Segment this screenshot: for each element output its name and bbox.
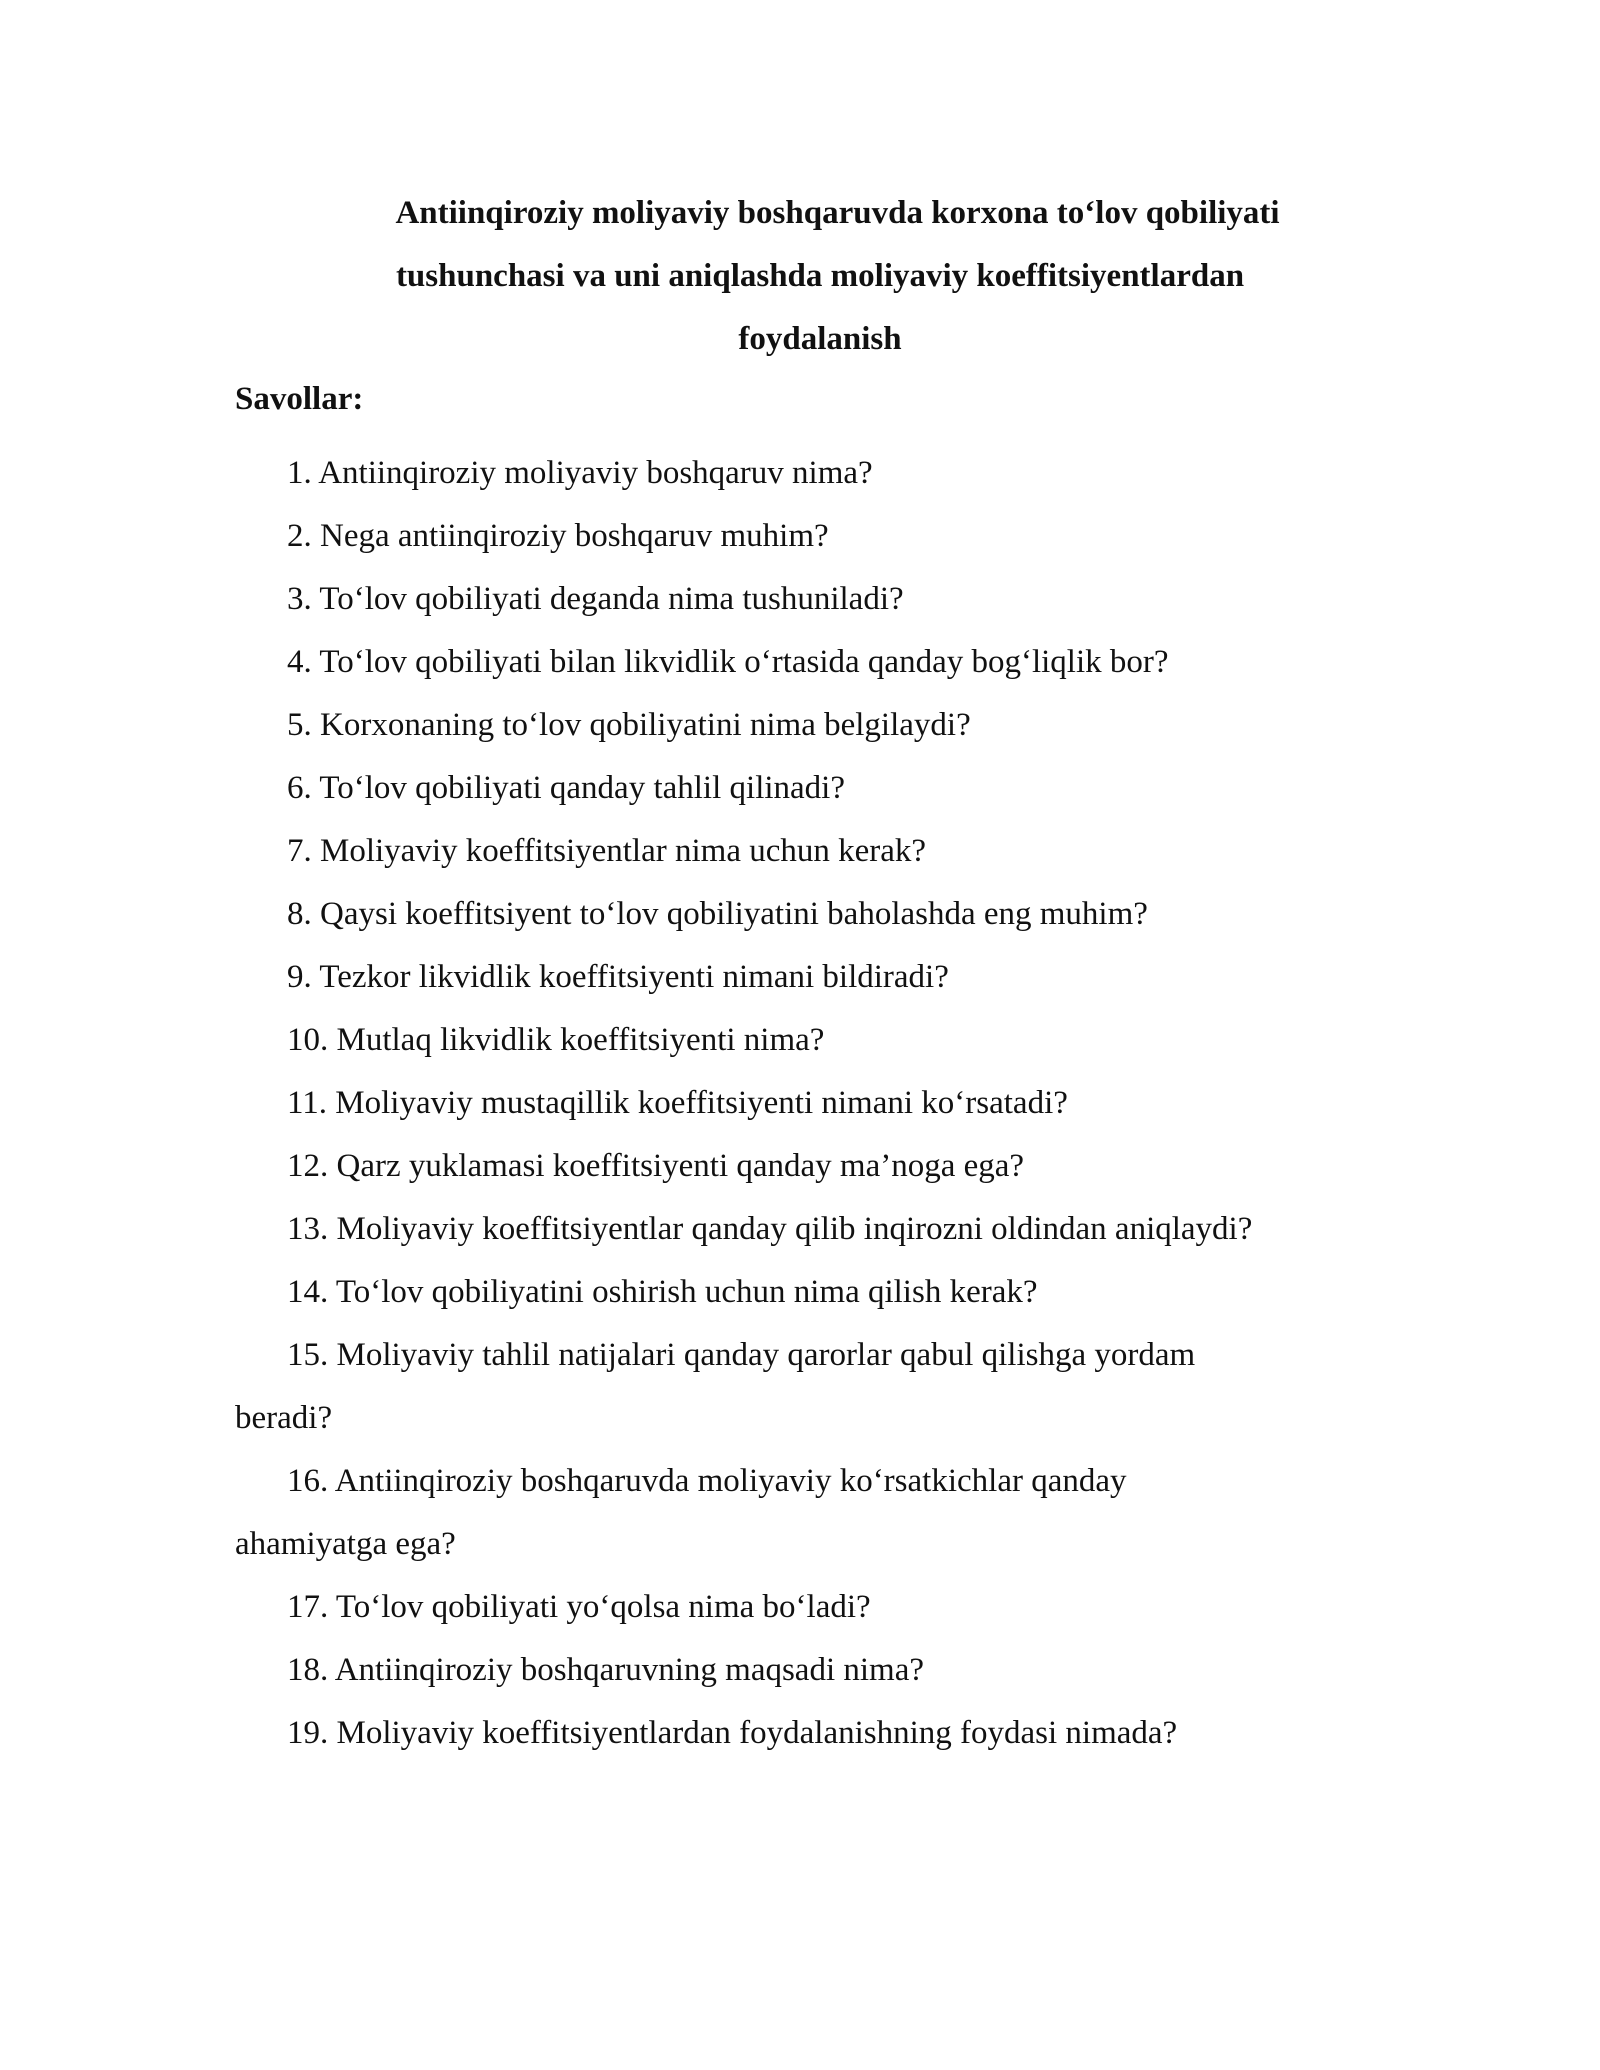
title-line-3: foydalanish (738, 321, 902, 357)
question-item (235, 1324, 1375, 1450)
question-number: 5. (287, 707, 312, 743)
question-item (235, 505, 1375, 568)
question-text-continued: ahamiyatga ega? (235, 1526, 456, 1562)
question-item (235, 946, 1375, 1009)
question-item (235, 1009, 1375, 1072)
question-text: Moliyaviy koeffitsiyentlardan foydalanishning foydasi nimada? (336, 1715, 1178, 1751)
title-line-2: tushunchasi va uni aniqlashda moliyaviy koeffitsiyentlardan (395, 258, 1245, 294)
question-number: 17. (287, 1589, 329, 1625)
question-text: Moliyaviy koeffitsiyentlar qanday qilib inqirozni oldindan aniqlaydi? (336, 1211, 1253, 1247)
question-number: 2. (287, 518, 312, 554)
questions-list (235, 442, 1375, 1765)
question-number: 11. (287, 1085, 328, 1121)
question-text: Antiinqiroziy moliyaviy boshqaruv nima? (318, 455, 873, 491)
question-item (235, 1450, 1375, 1576)
question-number: 15. (287, 1337, 329, 1373)
question-item (235, 1135, 1375, 1198)
question-text: Moliyaviy mustaqillik koeffitsiyenti nimani ko‘rsatadi? (335, 1085, 1068, 1121)
question-number: 18. (287, 1652, 329, 1688)
question-number: 6. (287, 770, 312, 806)
question-text: Antiinqiroziy boshqaruvda moliyaviy ko‘rsatkichlar qanday (334, 1463, 1127, 1499)
question-item (235, 1198, 1375, 1261)
question-item (235, 757, 1375, 820)
question-number: 8. (287, 896, 312, 932)
question-number: 16. (287, 1463, 329, 1499)
question-text: To‘lov qobiliyatini oshirish uchun nima qilish kerak? (335, 1274, 1038, 1310)
question-item (235, 694, 1375, 757)
question-text-continued: beradi? (235, 1400, 333, 1436)
question-text: To‘lov qobiliyati deganda nima tushuniladi? (319, 581, 904, 617)
question-text: Mutlaq likvidlik koeffitsiyenti nima? (336, 1022, 825, 1058)
question-item (235, 1639, 1375, 1702)
question-number: 3. (287, 581, 312, 617)
question-number: 7. (287, 833, 312, 869)
question-number: 14. (287, 1274, 329, 1310)
question-item (235, 631, 1375, 694)
document-title (320, 182, 1320, 371)
question-text: To‘lov qobiliyati qanday tahlil qilinadi? (319, 770, 845, 806)
question-text: Qarz yuklamasi koeffitsiyenti qanday ma’noga ega? (336, 1148, 1025, 1184)
section-heading: Savollar: (235, 381, 364, 417)
question-text: Nega antiinqiroziy boshqaruv muhim? (320, 518, 829, 554)
question-number: 12. (287, 1148, 329, 1184)
question-number: 13. (287, 1211, 329, 1247)
question-text: Qaysi koeffitsiyent to‘lov qobiliyatini baholashda eng muhim? (320, 896, 1148, 932)
question-item (235, 820, 1375, 883)
question-number: 4. (287, 644, 312, 680)
question-number: 9. (287, 959, 312, 995)
question-number: 19. (287, 1715, 329, 1751)
question-text: To‘lov qobiliyati bilan likvidlik o‘rtasida qanday bog‘liqlik bor? (319, 644, 1169, 680)
question-number: 1. (287, 455, 312, 491)
question-item (235, 883, 1375, 946)
question-text: Korxonaning to‘lov qobiliyatini nima belgilaydi? (320, 707, 971, 743)
question-item (235, 1576, 1375, 1639)
question-text: Moliyaviy tahlil natijalari qanday qarorlar qabul qilishga yordam (336, 1337, 1196, 1373)
question-text: To‘lov qobiliyati yo‘qolsa nima bo‘ladi? (335, 1589, 871, 1625)
question-item (235, 1261, 1375, 1324)
question-text: Antiinqiroziy boshqaruvning maqsadi nima? (334, 1652, 924, 1688)
question-item (235, 1072, 1375, 1135)
question-text: Moliyaviy koeffitsiyentlar nima uchun kerak? (320, 833, 927, 869)
question-text: Tezkor likvidlik koeffitsiyenti nimani bildiradi? (319, 959, 949, 995)
title-line-1: Antiinqiroziy moliyaviy boshqaruvda korxona to‘lov qobiliyati (395, 195, 1280, 231)
question-item (235, 568, 1375, 631)
question-item (235, 442, 1375, 505)
question-number: 10. (287, 1022, 329, 1058)
question-item (235, 1702, 1375, 1765)
